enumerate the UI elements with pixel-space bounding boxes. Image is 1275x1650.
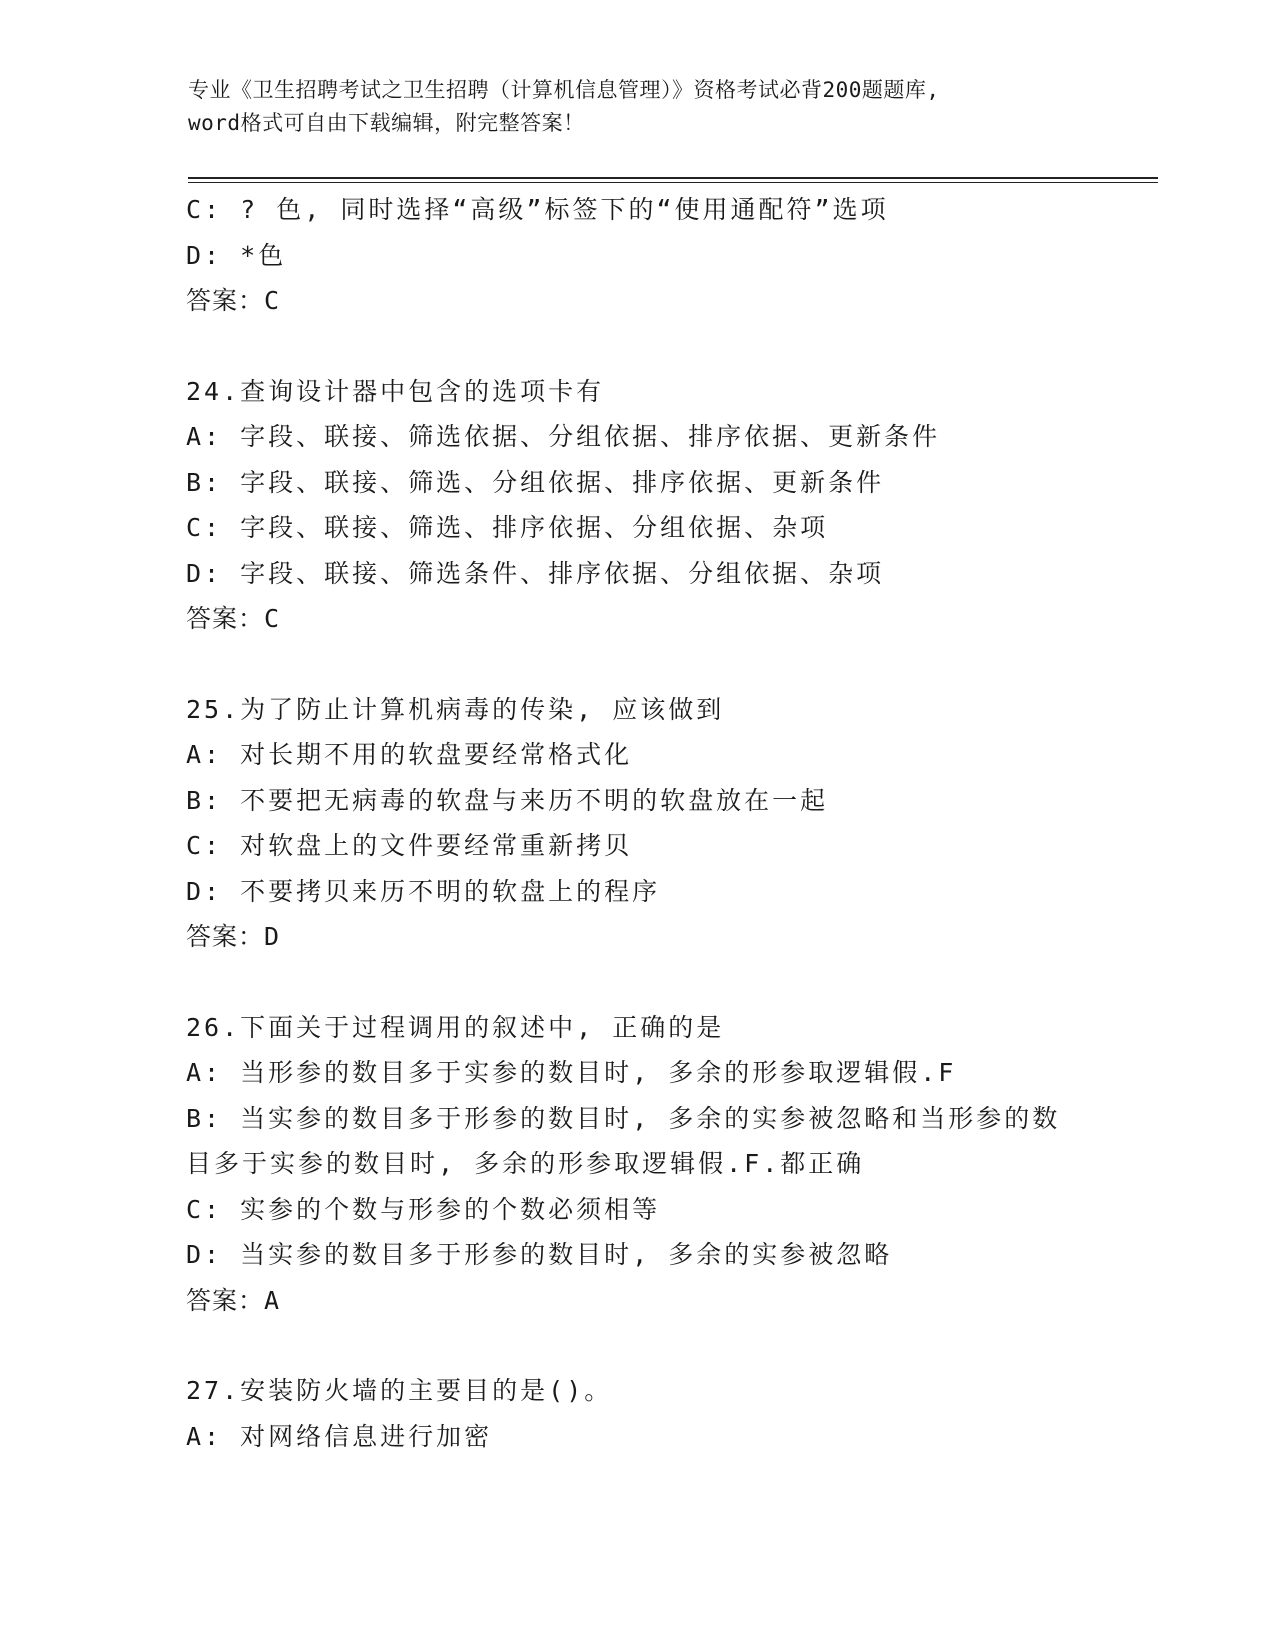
document-header [188, 74, 1068, 140]
question-24 [186, 369, 1086, 642]
answer-value: C [264, 286, 281, 315]
question-25 [186, 687, 1086, 960]
question-27 [186, 1368, 1086, 1459]
option-c: C: ? 色, 同时选择“高级”标签下的“使用通配符”选项 [186, 195, 889, 224]
header-divider-thick [188, 177, 1158, 179]
question-text: 25.为了防止计算机病毒的传染, 应该做到 [186, 694, 725, 724]
option-d: D: 不要拷贝来历不明的软盘上的程序 [186, 876, 661, 906]
answer-label: 答案： [186, 604, 265, 633]
header-subtitle-line: word格式可自由下载编辑，附完整答案！ [188, 111, 585, 135]
question-text: 24.查询设计器中包含的选项卡有 [186, 376, 605, 406]
question-text: 27.安装防火墙的主要目的是()。 [186, 1376, 613, 1405]
question-26 [186, 1005, 1086, 1324]
option-a: A: 对网络信息进行加密 [186, 1421, 493, 1451]
option-b-continued: 目多于实参的数目时, 多余的形参取逻辑假.F.都正确 [186, 1149, 865, 1178]
option-a: A: 当形参的数目多于实参的数目时, 多余的形参取逻辑假.F [186, 1058, 957, 1087]
option-b: B: 当实参的数目多于形参的数目时, 多余的实参被忽略和当形参的数 [186, 1103, 1061, 1133]
header-divider-thin [188, 182, 1158, 183]
option-c: C: 对软盘上的文件要经常重新拷贝 [186, 831, 633, 860]
answer-label: 答案： [186, 922, 265, 951]
option-a: A: 字段、联接、筛选依据、分组依据、排序依据、更新条件 [186, 422, 941, 451]
answer-label: 答案： [186, 1285, 265, 1315]
option-a: A: 对长期不用的软盘要经常格式化 [186, 740, 633, 769]
option-d: D: *色 [186, 240, 287, 270]
answer-label: 答案： [186, 286, 265, 315]
answer-value: C [264, 604, 281, 633]
option-d: D: 字段、联接、筛选条件、排序依据、分组依据、杂项 [186, 558, 885, 588]
question-23-tail [186, 187, 1086, 324]
option-c: C: 实参的个数与形参的个数必须相等 [186, 1194, 661, 1224]
answer-line [186, 1278, 1086, 1324]
answer-line [186, 278, 1086, 324]
answer-line [186, 596, 1086, 642]
answer-value: A [264, 1285, 281, 1315]
option-d: D: 当实参的数目多于形参的数目时, 多余的实参被忽略 [186, 1240, 893, 1269]
answer-line [186, 914, 1086, 960]
option-b: B: 字段、联接、筛选、分组依据、排序依据、更新条件 [186, 467, 885, 497]
question-list [186, 187, 1086, 1459]
header-title-line: 专业《卫生招聘考试之卫生招聘（计算机信息管理）》资格考试必背200题题库, [188, 78, 940, 102]
question-text: 26.下面关于过程调用的叙述中, 正确的是 [186, 1012, 725, 1042]
answer-value: D [264, 922, 281, 951]
option-b: B: 不要把无病毒的软盘与来历不明的软盘放在一起 [186, 785, 829, 815]
option-c: C: 字段、联接、筛选、排序依据、分组依据、杂项 [186, 513, 829, 542]
